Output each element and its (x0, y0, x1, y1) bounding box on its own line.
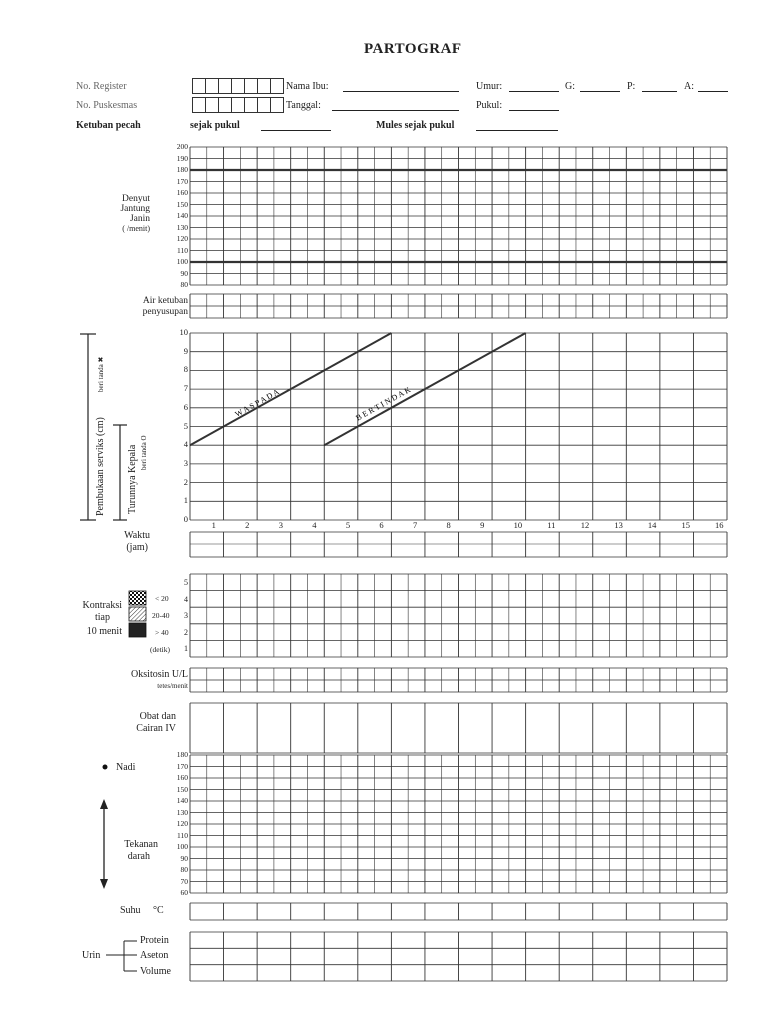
cervix-tick: 7 (183, 383, 188, 394)
cervix-tick: 9 (183, 345, 188, 356)
cervix-tick: 1 (183, 495, 188, 506)
kontraksi-tick: 5 (184, 578, 188, 587)
kontraksi-label: Kontraksi (82, 600, 122, 611)
sejak-pukul-label: sejak pukul (190, 120, 240, 131)
turunnya-kepala-label: Turunnya Kepala (127, 444, 138, 514)
kontraksi-tick: 4 (184, 594, 188, 604)
hour-tick: 1 (211, 520, 216, 530)
cervix-tick: 10 (179, 327, 188, 337)
cairan-label: Cairan IV (136, 723, 176, 734)
vitals-tick: 70 (180, 876, 188, 886)
djj-tick: 160 (176, 188, 188, 197)
vitals-tick: 90 (180, 853, 188, 863)
umur-label: Umur: (476, 81, 503, 92)
cervix-tick: 3 (183, 457, 188, 468)
bertindak-label: B E R T I N D A K (354, 385, 413, 423)
hour-tick: 10 (513, 520, 523, 530)
urin-aseton-label: Aseton (140, 950, 169, 961)
hour-tick: 4 (312, 520, 317, 530)
djj-tick: 150 (176, 199, 188, 209)
pembukaan-serviks-hint: beri tanda ✖ (97, 356, 105, 392)
kontraksi-tick: 3 (184, 611, 188, 621)
cervix-tick: 4 (183, 439, 188, 450)
vitals-tick: 60 (180, 888, 188, 897)
vitals-tick: 160 (176, 773, 188, 782)
darah-label: darah (127, 851, 150, 862)
djj-tick: 110 (177, 245, 188, 255)
djj-tick: 180 (176, 165, 188, 174)
legend-lt20: < 20 (155, 594, 169, 603)
vitals-tick: 80 (180, 865, 188, 874)
djj-label-line: Janin (129, 214, 150, 224)
djj-tick: 200 (176, 142, 188, 151)
kontraksi-tick: 2 (184, 627, 188, 637)
hour-tick: 8 (446, 520, 451, 530)
hour-tick: 3 (278, 520, 283, 530)
cervix-tick: 8 (183, 364, 188, 375)
kontraksi-10menit-label: 10 menit (86, 626, 122, 637)
mules-label: Mules sejak pukul (376, 120, 455, 131)
djj-tick: 100 (176, 257, 188, 266)
hour-tick: 7 (412, 520, 418, 530)
urin-protein-label: Protein (140, 935, 169, 946)
hour-tick: 12 (580, 520, 590, 530)
cervix-tick: 0 (183, 514, 188, 524)
hour-tick: 5 (345, 520, 351, 530)
legend-gt40: > 40 (155, 628, 169, 637)
djj-label-line: Denyut (122, 194, 150, 204)
legend-20-40: 20-40 (152, 611, 170, 620)
legend-detik: (detik) (150, 645, 170, 654)
vitals-tick: 130 (176, 807, 188, 817)
djj-label-line: ( /menit) (122, 224, 150, 233)
hour-tick: 14 (647, 520, 657, 530)
kontraksi-tick: 1 (184, 644, 188, 654)
hour-tick: 2 (245, 520, 250, 530)
a-label: A: (684, 81, 694, 92)
kontraksi-tiap-label: tiap (95, 612, 110, 623)
hour-tick: 15 (681, 520, 690, 530)
vitals-tick: 110 (177, 830, 188, 840)
cervix-tick: 2 (183, 476, 188, 487)
urin-volume-label: Volume (140, 966, 171, 977)
nadi-label: Nadi (116, 762, 136, 773)
djj-tick: 130 (176, 222, 188, 232)
djj-tick: 80 (180, 280, 188, 289)
ketuban-pecah-label: Ketuban pecah (76, 120, 141, 131)
vitals-tick: 100 (176, 842, 188, 851)
hour-tick: 9 (480, 520, 485, 530)
djj-label-line: Jantung (120, 204, 150, 214)
page-title: PARTOGRAF (364, 41, 462, 57)
vitals-tick: 180 (176, 750, 188, 759)
nama-ibu-label: Nama Ibu: (286, 81, 329, 92)
air-ketuban-label: Air ketuban (142, 296, 188, 306)
obat-label: Obat dan (139, 711, 176, 722)
p-label: P: (627, 81, 636, 92)
vitals-tick: 150 (176, 784, 188, 794)
tetes-menit-label: tetes/menit (157, 682, 188, 690)
pembukaan-serviks-label: Pembukaan serviks (cm) (95, 417, 106, 516)
hour-tick: 6 (379, 520, 384, 530)
djj-tick: 140 (176, 211, 188, 220)
pukul-label: Pukul: (476, 100, 503, 111)
vitals-tick: 170 (176, 761, 188, 771)
oksitosin-label: Oksitosin U/L (131, 669, 188, 680)
djj-tick: 90 (180, 268, 188, 278)
djj-tick: 190 (176, 153, 188, 163)
waspada-label: W A S P A D A (233, 387, 281, 419)
jam-label: (jam) (126, 542, 148, 553)
urin-label: Urin (82, 950, 101, 961)
tanggal-label: Tanggal: (286, 100, 321, 111)
cervix-tick: 6 (183, 401, 188, 412)
g-label: G: (565, 81, 575, 92)
cervix-tick: 5 (183, 420, 188, 431)
hour-tick: 16 (715, 520, 724, 530)
penyusupan-label: penyusupan (142, 307, 188, 317)
no-puskesmas-label: No. Puskesmas (76, 100, 138, 111)
vitals-tick: 120 (176, 819, 188, 828)
vitals-tick: 140 (176, 796, 188, 805)
djj-tick: 120 (176, 234, 188, 243)
suhu-label: Suhu °C (120, 905, 164, 916)
hour-tick: 13 (614, 520, 623, 530)
turunnya-kepala-hint: beri tanda O (140, 435, 148, 470)
tekanan-label: Tekanan (124, 839, 158, 850)
waktu-label: Waktu (124, 530, 150, 541)
djj-tick: 170 (176, 176, 188, 186)
hour-tick: 11 (547, 520, 556, 530)
no-register-label: No. Register (76, 81, 127, 92)
